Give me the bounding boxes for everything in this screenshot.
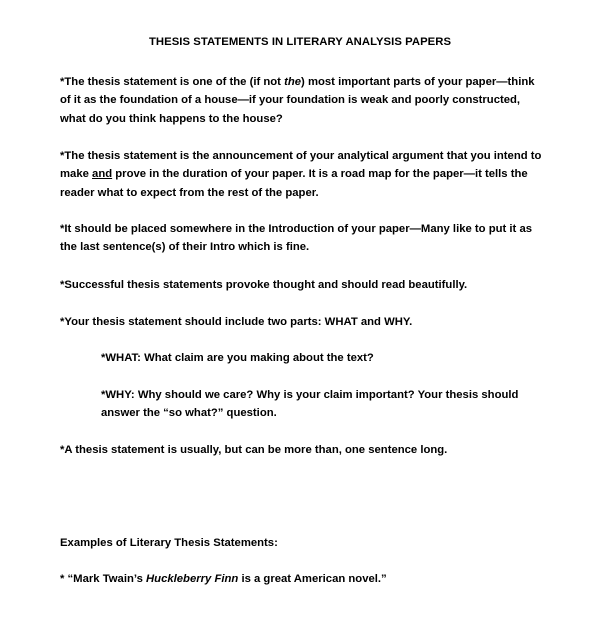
paragraph-placement	[60, 220, 550, 257]
text-line: what do you think happens to the house?	[60, 112, 283, 125]
text-line: of it as the foundation of a house—if your foundation is weak and poorly constructed,	[60, 94, 521, 107]
text-line: answer the “so what?” question.	[101, 407, 277, 420]
document-title: THESIS STATEMENTS IN LITERARY ANALYSIS PAPERS	[148, 36, 452, 48]
italic-text: the	[284, 76, 302, 88]
paragraph-successful	[60, 276, 550, 294]
text-run: ) most important parts of your paper—think	[301, 76, 535, 88]
paragraph-two-parts	[60, 313, 550, 331]
text-run: prove in the duration of your paper. It is a road map for the paper—it tells the	[112, 168, 528, 181]
text-run: *The thesis statement is one of the (if not	[60, 76, 285, 88]
paragraph-why	[101, 386, 551, 423]
text-line: reader what to expect from the rest of the paper.	[60, 186, 319, 199]
text-line: *Your thesis statement should include two parts: WHAT and WHY.	[60, 316, 413, 328]
text-line: *A thesis statement is usually, but can be more than, one sentence long.	[60, 444, 448, 456]
paragraph-announcement	[60, 147, 550, 202]
text-line: *WHY: Why should we care? Why is your claim important? Your thesis should	[101, 389, 519, 401]
text-line: *The thesis statement is the announcement of your analytical argument that you intend to	[60, 150, 542, 162]
paragraph-length	[60, 441, 550, 459]
italic-book-title: Huckleberry Finn	[146, 573, 239, 585]
paragraph-what	[101, 349, 551, 367]
text-line: Examples of Literary Thesis Statements:	[60, 537, 278, 549]
examples-heading	[60, 534, 550, 552]
example-item	[60, 570, 550, 588]
text-run: * “Mark Twain’s	[60, 573, 147, 585]
text-line	[60, 73, 550, 91]
text-line: *Successful thesis statements provoke thought and should read beautifully.	[60, 279, 468, 291]
underlined-text: and	[92, 168, 113, 181]
text-line: *It should be placed somewhere in the Introduction of your paper—Many like to put it as	[60, 223, 533, 235]
text-line	[60, 570, 550, 588]
text-line: *WHAT: What claim are you making about the text?	[101, 352, 374, 364]
text-run: is a great American novel.”	[238, 573, 387, 585]
text-line	[60, 165, 550, 183]
text-line: the last sentence(s) of their Intro which is fine.	[60, 241, 310, 254]
text-run: make	[60, 168, 93, 181]
paragraph-foundation	[60, 73, 550, 128]
